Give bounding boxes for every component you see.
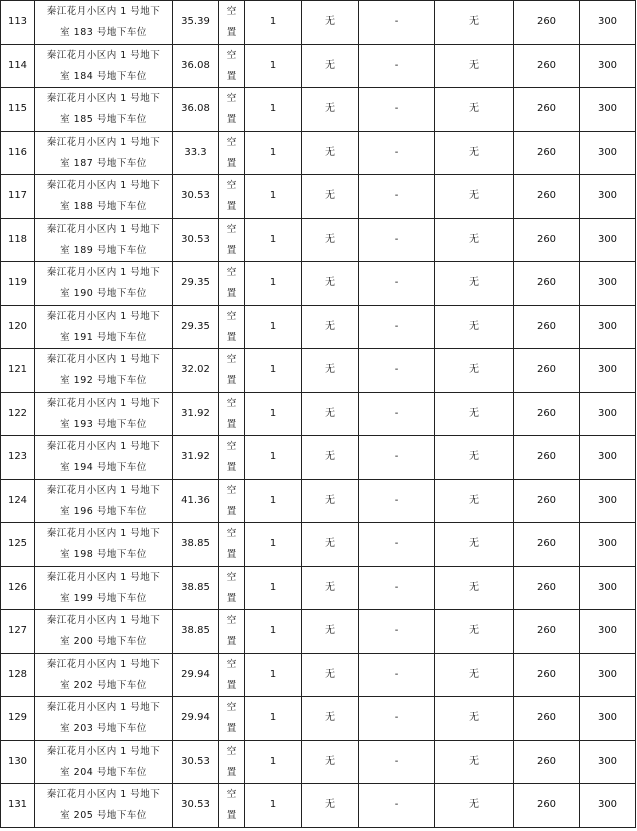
table-row — [1, 218, 636, 262]
col5-cell: 无 — [302, 218, 359, 262]
col6-cell: - — [359, 523, 435, 567]
location-line-2: 室 200 号地下车位 — [60, 636, 147, 648]
quantity-cell: 1 — [245, 262, 302, 306]
row-number-cell: 130 — [1, 740, 35, 784]
location-line-2: 室 184 号地下车位 — [60, 70, 147, 82]
col8-cell: 260 — [514, 784, 580, 828]
status-line-1: 空 — [226, 93, 237, 105]
location-line-2: 室 203 号地下车位 — [60, 723, 147, 735]
row-number-cell: 121 — [1, 349, 35, 393]
area-cell: 38.85 — [173, 566, 219, 610]
location-line-1: 秦江花月小区内 1 号地下 — [46, 6, 161, 18]
status-line-1: 空 — [226, 484, 237, 496]
col8-cell: 260 — [514, 479, 580, 523]
status-line-1: 空 — [226, 6, 237, 18]
status-line-1: 空 — [226, 702, 237, 714]
location-line-1: 秦江花月小区内 1 号地下 — [46, 484, 161, 496]
location-line-2: 室 187 号地下车位 — [60, 157, 147, 169]
col7-cell: 无 — [435, 44, 514, 88]
status-line-2: 置 — [226, 244, 237, 256]
location-cell — [35, 305, 173, 349]
location-cell — [35, 784, 173, 828]
table-row — [1, 523, 636, 567]
table-row — [1, 436, 636, 480]
area-cell: 38.85 — [173, 610, 219, 654]
status-line-1: 空 — [226, 49, 237, 61]
area-cell: 29.94 — [173, 697, 219, 741]
location-cell — [35, 262, 173, 306]
col8-cell: 260 — [514, 566, 580, 610]
col9-cell: 300 — [580, 44, 636, 88]
location-line-1: 秦江花月小区内 1 号地下 — [46, 571, 161, 583]
status-cell — [219, 218, 245, 262]
location-line-1: 秦江花月小区内 1 号地下 — [46, 49, 161, 61]
col9-cell: 300 — [580, 479, 636, 523]
area-cell: 30.53 — [173, 175, 219, 219]
location-line-1: 秦江花月小区内 1 号地下 — [46, 528, 161, 540]
row-number-cell: 118 — [1, 218, 35, 262]
col6-cell: - — [359, 697, 435, 741]
col7-cell: 无 — [435, 523, 514, 567]
col5-cell: 无 — [302, 697, 359, 741]
col6-cell: - — [359, 784, 435, 828]
location-cell — [35, 392, 173, 436]
row-number-cell: 124 — [1, 479, 35, 523]
location-cell — [35, 479, 173, 523]
col6-cell: - — [359, 175, 435, 219]
col5-cell: 无 — [302, 523, 359, 567]
col8-cell: 260 — [514, 305, 580, 349]
location-line-1: 秦江花月小区内 1 号地下 — [46, 702, 161, 714]
location-cell — [35, 88, 173, 132]
col7-cell: 无 — [435, 566, 514, 610]
status-cell — [219, 305, 245, 349]
location-line-2: 室 183 号地下车位 — [60, 27, 147, 39]
location-line-2: 室 194 号地下车位 — [60, 462, 147, 474]
status-line-1: 空 — [226, 223, 237, 235]
area-cell: 30.53 — [173, 740, 219, 784]
area-cell: 30.53 — [173, 218, 219, 262]
location-line-1: 秦江花月小区内 1 号地下 — [46, 310, 161, 322]
area-cell: 31.92 — [173, 436, 219, 480]
table-row — [1, 392, 636, 436]
col7-cell: 无 — [435, 349, 514, 393]
table-row — [1, 697, 636, 741]
location-line-1: 秦江花月小区内 1 号地下 — [46, 267, 161, 279]
row-number-cell: 127 — [1, 610, 35, 654]
area-cell: 36.08 — [173, 44, 219, 88]
status-cell — [219, 740, 245, 784]
col8-cell: 260 — [514, 610, 580, 654]
location-cell — [35, 218, 173, 262]
col6-cell: - — [359, 653, 435, 697]
status-line-2: 置 — [226, 505, 237, 517]
status-line-2: 置 — [226, 462, 237, 474]
col9-cell: 300 — [580, 697, 636, 741]
status-line-2: 置 — [226, 114, 237, 126]
location-line-1: 秦江花月小区内 1 号地下 — [46, 136, 161, 148]
quantity-cell: 1 — [245, 610, 302, 654]
table-row — [1, 479, 636, 523]
col7-cell: 无 — [435, 262, 514, 306]
col8-cell: 260 — [514, 392, 580, 436]
table-row — [1, 175, 636, 219]
col6-cell: - — [359, 305, 435, 349]
quantity-cell: 1 — [245, 88, 302, 132]
status-line-2: 置 — [226, 636, 237, 648]
col6-cell: - — [359, 88, 435, 132]
table-row — [1, 566, 636, 610]
location-cell — [35, 1, 173, 45]
col9-cell: 300 — [580, 784, 636, 828]
col7-cell: 无 — [435, 218, 514, 262]
quantity-cell: 1 — [245, 653, 302, 697]
location-cell — [35, 610, 173, 654]
quantity-cell: 1 — [245, 784, 302, 828]
col8-cell: 260 — [514, 175, 580, 219]
area-cell: 35.39 — [173, 1, 219, 45]
col5-cell: 无 — [302, 566, 359, 610]
col8-cell: 260 — [514, 262, 580, 306]
status-line-1: 空 — [226, 441, 237, 453]
area-cell: 36.08 — [173, 88, 219, 132]
col7-cell: 无 — [435, 479, 514, 523]
quantity-cell: 1 — [245, 697, 302, 741]
col9-cell: 300 — [580, 131, 636, 175]
table-row — [1, 88, 636, 132]
status-cell — [219, 697, 245, 741]
col9-cell: 300 — [580, 523, 636, 567]
status-cell — [219, 653, 245, 697]
col9-cell: 300 — [580, 566, 636, 610]
col9-cell: 300 — [580, 175, 636, 219]
col5-cell: 无 — [302, 131, 359, 175]
area-cell: 29.35 — [173, 305, 219, 349]
col6-cell: - — [359, 1, 435, 45]
col5-cell: 无 — [302, 784, 359, 828]
status-cell — [219, 1, 245, 45]
area-cell: 29.94 — [173, 653, 219, 697]
col7-cell: 无 — [435, 740, 514, 784]
col7-cell: 无 — [435, 436, 514, 480]
col9-cell: 300 — [580, 610, 636, 654]
status-line-1: 空 — [226, 397, 237, 409]
quantity-cell: 1 — [245, 1, 302, 45]
quantity-cell: 1 — [245, 479, 302, 523]
col7-cell: 无 — [435, 610, 514, 654]
location-line-2: 室 204 号地下车位 — [60, 766, 147, 778]
location-line-2: 室 185 号地下车位 — [60, 114, 147, 126]
location-cell — [35, 566, 173, 610]
col6-cell: - — [359, 479, 435, 523]
col6-cell: - — [359, 436, 435, 480]
location-line-2: 室 198 号地下车位 — [60, 549, 147, 561]
row-number-cell: 116 — [1, 131, 35, 175]
status-cell — [219, 566, 245, 610]
col8-cell: 260 — [514, 436, 580, 480]
col8-cell: 260 — [514, 349, 580, 393]
quantity-cell: 1 — [245, 218, 302, 262]
location-cell — [35, 523, 173, 567]
col6-cell: - — [359, 44, 435, 88]
col5-cell: 无 — [302, 1, 359, 45]
quantity-cell: 1 — [245, 566, 302, 610]
row-number-cell: 131 — [1, 784, 35, 828]
table-row — [1, 1, 636, 45]
row-number-cell: 113 — [1, 1, 35, 45]
quantity-cell: 1 — [245, 305, 302, 349]
quantity-cell: 1 — [245, 436, 302, 480]
row-number-cell: 123 — [1, 436, 35, 480]
row-number-cell: 114 — [1, 44, 35, 88]
col7-cell: 无 — [435, 784, 514, 828]
area-cell: 41.36 — [173, 479, 219, 523]
status-line-1: 空 — [226, 267, 237, 279]
location-line-1: 秦江花月小区内 1 号地下 — [46, 180, 161, 192]
col5-cell: 无 — [302, 610, 359, 654]
location-cell — [35, 349, 173, 393]
status-line-2: 置 — [226, 723, 237, 735]
status-line-2: 置 — [226, 810, 237, 822]
location-line-2: 室 190 号地下车位 — [60, 288, 147, 300]
table-row — [1, 349, 636, 393]
location-cell — [35, 697, 173, 741]
quantity-cell: 1 — [245, 175, 302, 219]
location-cell — [35, 436, 173, 480]
location-line-2: 室 189 号地下车位 — [60, 244, 147, 256]
location-line-2: 室 205 号地下车位 — [60, 810, 147, 822]
table-row — [1, 784, 636, 828]
col5-cell: 无 — [302, 349, 359, 393]
status-line-1: 空 — [226, 528, 237, 540]
col7-cell: 无 — [435, 88, 514, 132]
location-line-1: 秦江花月小区内 1 号地下 — [46, 223, 161, 235]
status-line-1: 空 — [226, 571, 237, 583]
col6-cell: - — [359, 131, 435, 175]
col9-cell: 300 — [580, 653, 636, 697]
location-line-1: 秦江花月小区内 1 号地下 — [46, 789, 161, 801]
status-cell — [219, 392, 245, 436]
col9-cell: 300 — [580, 88, 636, 132]
col5-cell: 无 — [302, 175, 359, 219]
status-line-1: 空 — [226, 354, 237, 366]
col6-cell: - — [359, 349, 435, 393]
col8-cell: 260 — [514, 131, 580, 175]
row-number-cell: 117 — [1, 175, 35, 219]
col6-cell: - — [359, 218, 435, 262]
col5-cell: 无 — [302, 305, 359, 349]
quantity-cell: 1 — [245, 392, 302, 436]
location-cell — [35, 175, 173, 219]
area-cell: 31.92 — [173, 392, 219, 436]
quantity-cell: 1 — [245, 349, 302, 393]
col9-cell: 300 — [580, 392, 636, 436]
quantity-cell: 1 — [245, 523, 302, 567]
row-number-cell: 126 — [1, 566, 35, 610]
status-line-1: 空 — [226, 310, 237, 322]
status-cell — [219, 88, 245, 132]
location-cell — [35, 653, 173, 697]
location-line-2: 室 199 号地下车位 — [60, 592, 147, 604]
col8-cell: 260 — [514, 218, 580, 262]
location-line-2: 室 191 号地下车位 — [60, 331, 147, 343]
table-row — [1, 740, 636, 784]
table-row — [1, 610, 636, 654]
location-line-1: 秦江花月小区内 1 号地下 — [46, 397, 161, 409]
status-line-2: 置 — [226, 418, 237, 430]
location-line-1: 秦江花月小区内 1 号地下 — [46, 93, 161, 105]
col8-cell: 260 — [514, 653, 580, 697]
col7-cell: 无 — [435, 131, 514, 175]
table-body — [1, 1, 636, 828]
status-cell — [219, 44, 245, 88]
location-line-1: 秦江花月小区内 1 号地下 — [46, 745, 161, 757]
col6-cell: - — [359, 392, 435, 436]
row-number-cell: 129 — [1, 697, 35, 741]
area-cell: 30.53 — [173, 784, 219, 828]
status-line-2: 置 — [226, 679, 237, 691]
table-row — [1, 44, 636, 88]
col5-cell: 无 — [302, 88, 359, 132]
status-line-1: 空 — [226, 658, 237, 670]
location-line-1: 秦江花月小区内 1 号地下 — [46, 441, 161, 453]
col9-cell: 300 — [580, 218, 636, 262]
status-cell — [219, 349, 245, 393]
status-cell — [219, 784, 245, 828]
quantity-cell: 1 — [245, 131, 302, 175]
col9-cell: 300 — [580, 740, 636, 784]
col5-cell: 无 — [302, 740, 359, 784]
status-line-1: 空 — [226, 789, 237, 801]
col5-cell: 无 — [302, 653, 359, 697]
col9-cell: 300 — [580, 1, 636, 45]
row-number-cell: 122 — [1, 392, 35, 436]
status-line-2: 置 — [226, 331, 237, 343]
location-cell — [35, 131, 173, 175]
quantity-cell: 1 — [245, 740, 302, 784]
col8-cell: 260 — [514, 88, 580, 132]
col7-cell: 无 — [435, 697, 514, 741]
col7-cell: 无 — [435, 305, 514, 349]
status-line-2: 置 — [226, 288, 237, 300]
location-line-2: 室 193 号地下车位 — [60, 418, 147, 430]
status-line-2: 置 — [226, 592, 237, 604]
col6-cell: - — [359, 566, 435, 610]
location-line-1: 秦江花月小区内 1 号地下 — [46, 354, 161, 366]
col6-cell: - — [359, 740, 435, 784]
status-line-2: 置 — [226, 201, 237, 213]
col9-cell: 300 — [580, 262, 636, 306]
row-number-cell: 120 — [1, 305, 35, 349]
col8-cell: 260 — [514, 1, 580, 45]
status-line-2: 置 — [226, 766, 237, 778]
location-cell — [35, 44, 173, 88]
status-line-1: 空 — [226, 615, 237, 627]
status-line-2: 置 — [226, 375, 237, 387]
status-cell — [219, 523, 245, 567]
location-line-1: 秦江花月小区内 1 号地下 — [46, 658, 161, 670]
status-cell — [219, 175, 245, 219]
location-cell — [35, 740, 173, 784]
table-row — [1, 653, 636, 697]
col7-cell: 无 — [435, 175, 514, 219]
area-cell: 38.85 — [173, 523, 219, 567]
row-number-cell: 115 — [1, 88, 35, 132]
quantity-cell: 1 — [245, 44, 302, 88]
row-number-cell: 125 — [1, 523, 35, 567]
status-line-2: 置 — [226, 549, 237, 561]
status-line-1: 空 — [226, 745, 237, 757]
status-cell — [219, 479, 245, 523]
status-line-2: 置 — [226, 70, 237, 82]
status-cell — [219, 262, 245, 306]
col9-cell: 300 — [580, 349, 636, 393]
status-cell — [219, 610, 245, 654]
location-line-1: 秦江花月小区内 1 号地下 — [46, 615, 161, 627]
col8-cell: 260 — [514, 740, 580, 784]
col8-cell: 260 — [514, 44, 580, 88]
col9-cell: 300 — [580, 305, 636, 349]
status-cell — [219, 436, 245, 480]
col7-cell: 无 — [435, 653, 514, 697]
row-number-cell: 119 — [1, 262, 35, 306]
col6-cell: - — [359, 262, 435, 306]
col5-cell: 无 — [302, 262, 359, 306]
area-cell: 33.3 — [173, 131, 219, 175]
col9-cell: 300 — [580, 436, 636, 480]
col7-cell: 无 — [435, 1, 514, 45]
area-cell: 29.35 — [173, 262, 219, 306]
status-line-1: 空 — [226, 180, 237, 192]
status-line-2: 置 — [226, 27, 237, 39]
col8-cell: 260 — [514, 523, 580, 567]
location-line-2: 室 196 号地下车位 — [60, 505, 147, 517]
status-line-2: 置 — [226, 157, 237, 169]
location-line-2: 室 188 号地下车位 — [60, 201, 147, 213]
col5-cell: 无 — [302, 436, 359, 480]
location-line-2: 室 192 号地下车位 — [60, 375, 147, 387]
status-line-1: 空 — [226, 136, 237, 148]
table-row — [1, 131, 636, 175]
col5-cell: 无 — [302, 392, 359, 436]
col8-cell: 260 — [514, 697, 580, 741]
row-number-cell: 128 — [1, 653, 35, 697]
status-cell — [219, 131, 245, 175]
area-cell: 32.02 — [173, 349, 219, 393]
table-row — [1, 305, 636, 349]
col7-cell: 无 — [435, 392, 514, 436]
table-row — [1, 262, 636, 306]
location-line-2: 室 202 号地下车位 — [60, 679, 147, 691]
col5-cell: 无 — [302, 44, 359, 88]
col5-cell: 无 — [302, 479, 359, 523]
col6-cell: - — [359, 610, 435, 654]
